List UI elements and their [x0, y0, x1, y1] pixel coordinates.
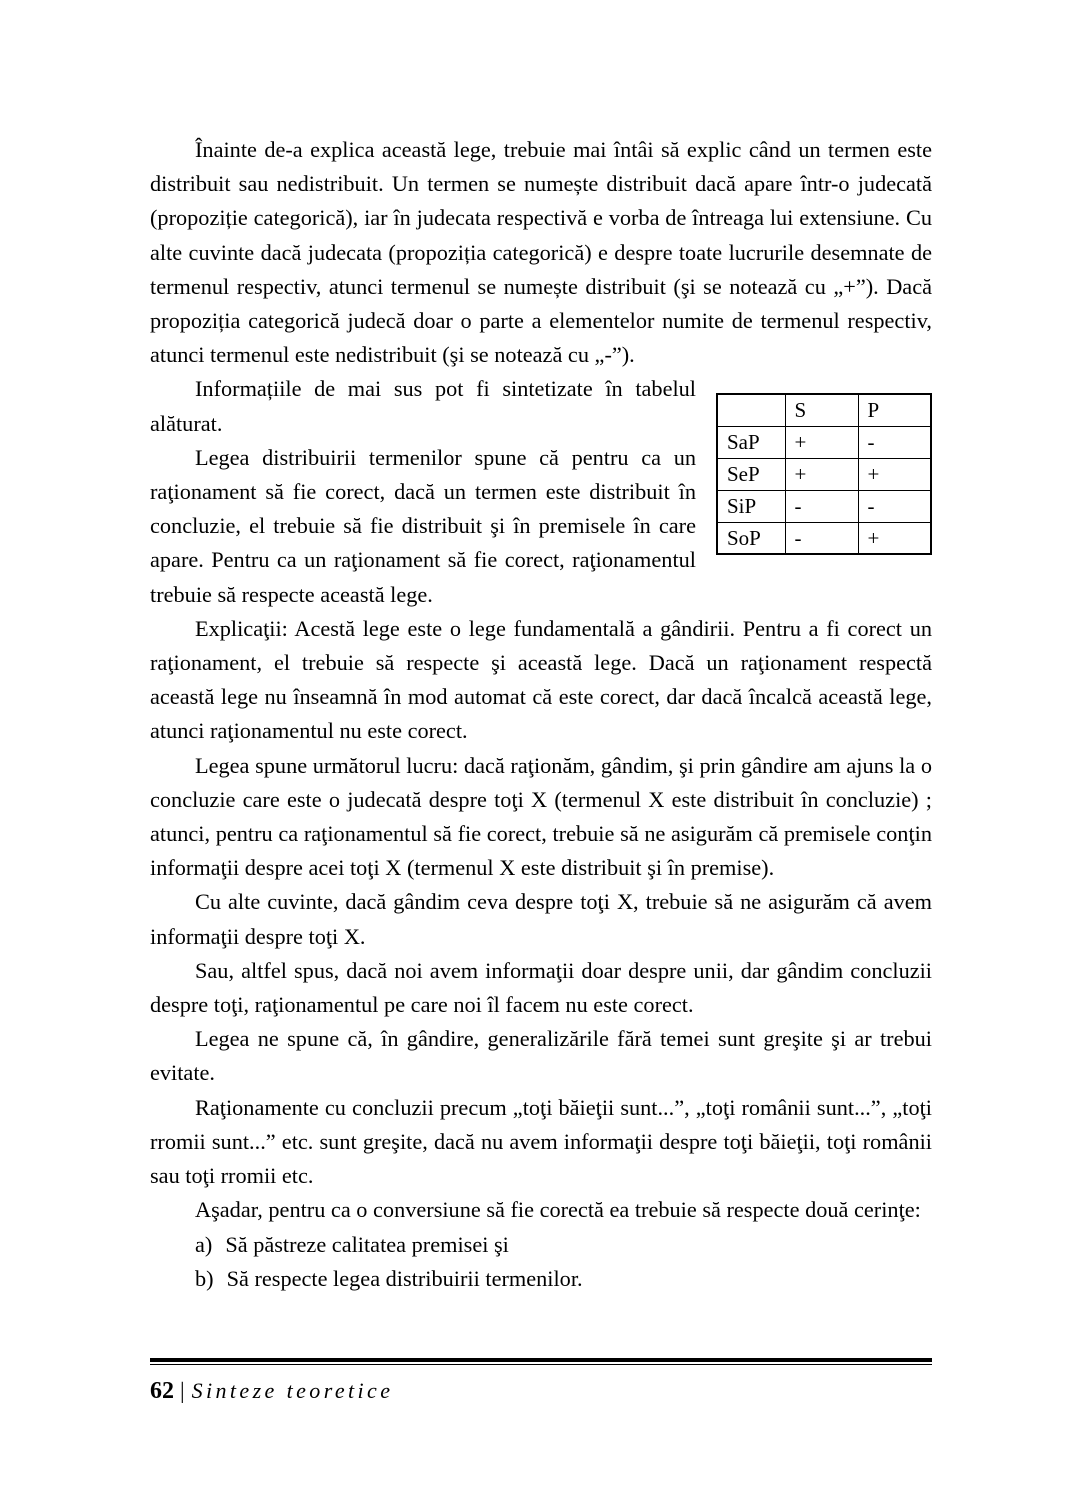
table-corner-cell [717, 394, 785, 426]
paragraph-10: Aşadar, pentru ca o conversiune să fie corectă ea trebuie să respecte două cerinţe: [195, 1197, 921, 1223]
page-number: 62 [150, 1378, 174, 1405]
table-row [717, 522, 931, 554]
list-item-marker: b) [195, 1265, 214, 1291]
table-row [717, 426, 931, 458]
table-row-label: SiP [717, 490, 785, 522]
footer-title: Sinteze teoretice [191, 1378, 394, 1404]
list-item-marker: a) [195, 1231, 213, 1257]
table-cell-p: - [858, 426, 931, 458]
list-item-label: Să păstreze calitatea premisei şi [225, 1231, 509, 1257]
table-row-label: SaP [717, 426, 785, 458]
page-footer [150, 1358, 932, 1405]
paragraph-3: Legea distribuirii termenilor spune că pentru ca un raţionament să fie corect, dacă un termen este distribuit în concluzie, el trebuie să fie distribuit şi în premisele în care apare. Pentru ca un raţionament să fie corect, raţionamentul trebuie să respecte această lege. [150, 444, 696, 607]
list-item [150, 1262, 932, 1296]
table-cell-s: - [785, 522, 858, 554]
paragraph-2: Informațiile de mai sus pot fi sintetizate în tabelul alăturat. [150, 376, 696, 436]
table-cell-s: + [785, 426, 858, 458]
list-item-label: Să respecte legea distribuirii termenilor. [226, 1265, 583, 1291]
table-cell-p: + [858, 458, 931, 490]
paragraph-6: Cu alte cuvinte, dacă gândim ceva despre toţi X, trebuie să ne asigurăm că avem informaţii despre toţi X. [150, 889, 932, 949]
table-header-p: P [858, 394, 931, 426]
page-content [150, 133, 932, 1296]
requirements-list [150, 1228, 932, 1296]
table-header-s: S [785, 394, 858, 426]
table-cell-s: - [785, 490, 858, 522]
table-row [717, 458, 931, 490]
footer-line [150, 1378, 932, 1405]
paragraph-7: Sau, altfel spus, dacă noi avem informaţii doar despre unii, dar gândim concluzii despre toţi, raţionamentul pe care noi îl facem nu este corect. [150, 957, 932, 1018]
distribution-table [716, 393, 932, 555]
paragraph-4: Explicaţii: Acestă lege este o lege fundamentală a gândirii. Pentru a fi corect un raţionament, el trebuie să respecte şi această lege. Dacă un raţionament respectă această lege nu înseamnă în mod automat că este corect, dar dacă încalcă această lege, atunci raţionamentul nu este corect. [150, 615, 932, 744]
table-header-row [717, 394, 931, 426]
paragraph-1: Înainte de-a explica această lege, trebuie mai întâi să explic când un termen este distribuit sau nedistribuit. Un termen se numește distribuit dacă apare într-o judecată (propoziție categorică), iar în judecata respectivă e vorba de întreaga lui extensiune. Cu alte cuvinte dacă judecata (propoziția categorică) e despre toate lucrurile desemnate de termenul respectiv, atunci termenul se numește distribuit (şi se notează cu „+”). Dacă propoziția categorică judecă doar o parte a elementelor numite de termenul respectiv, atunci termenul este nedistribuit (şi se notează cu „-”). [150, 137, 932, 368]
table-row [717, 490, 931, 522]
paragraph-5: Legea spune următorul lucru: dacă raţionăm, gândim, şi prin gândire am ajuns la o concluzie care este o judecată despre toţi X (termenul X este distribuit în concluzie) ; atunci, pentru ca raţionamentul să fie corect, trebuie să ne asigurăm că premisele conţin informaţii despre acei toţi X (termenul X este distribuit şi în premise). [150, 752, 932, 881]
table-cell-s: + [785, 458, 858, 490]
paragraph-8: Legea ne spune că, în gândire, generalizările fără temei sunt greşite şi ar trebui evitate. [150, 1026, 932, 1086]
paragraph-9: Raţionamente cu concluzii precum „toţi băieţii sunt...”, „toţi românii sunt...”, „toţi rromii sunt...” etc. sunt greşite, dacă nu avem informaţii despre toţi băieţii, toţi românii sau toţi rromii etc. [150, 1094, 932, 1189]
list-item [150, 1228, 932, 1262]
table-cell-p: - [858, 490, 931, 522]
footer-rule-thin [150, 1364, 932, 1365]
table-row-label: SeP [717, 458, 785, 490]
table-row-label: SoP [717, 522, 785, 554]
table-cell-p: + [858, 522, 931, 554]
footer-separator: | [180, 1378, 185, 1404]
